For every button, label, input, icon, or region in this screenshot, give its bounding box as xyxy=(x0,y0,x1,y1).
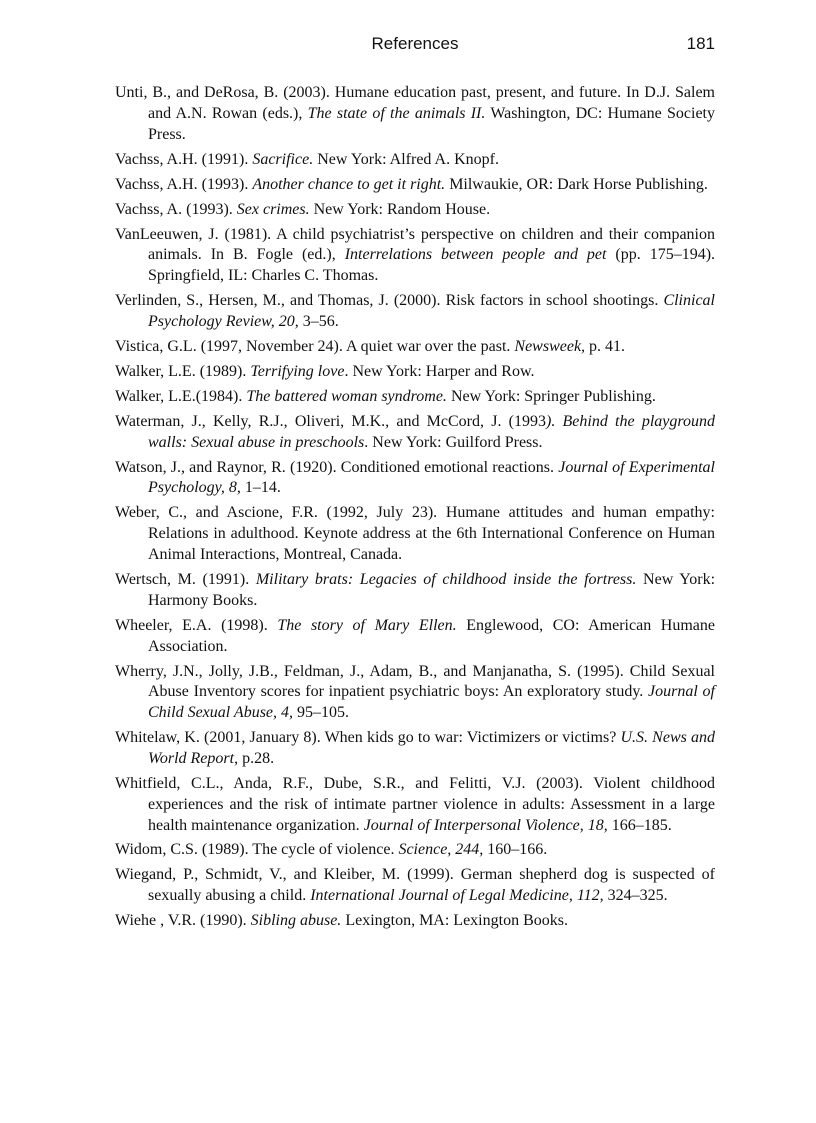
running-title: References xyxy=(371,34,459,53)
reference-entry: Walker, L.E.(1984). The battered woman syndrome. New York: Springer Publishing. xyxy=(115,387,656,405)
reference-entry: Vachss, A.H. (1991). Sacrifice. New York: Alfred A. Knopf. xyxy=(115,150,499,168)
reference-entry: Unti, B., and DeRosa, B. (2003). Humane education past, present, and future. In D.J. Salem and A.N. Rowan (eds.), The state of the animals II. Washington, DC: Humane Society Press. xyxy=(115,84,715,143)
reference-entry: Whitfield, C.L., Anda, R.F., Dube, S.R., and Felitti, V.J. (2003). Violent childhood experiences and the risk of intimate partner violence in adults: Assessment in a large health maintenance organization. Journal of Interpersonal Violence, 18, 166–185. xyxy=(115,774,715,834)
reference-entry: VanLeeuwen, J. (1981). A child psychiatrist’s perspective on children and their companion animals. In B. Fogle (ed.), Interrelations between people and pet (pp. 175–194). Springfield, IL: Charles C. Thomas. xyxy=(115,225,716,285)
reference-entry: Weber, C., and Ascione, F.R. (1992, July 23). Humane attitudes and human empathy: Relations in adulthood. Keynote address at the 6th International Conference on Human Animal Interactions, Montreal, Canada. xyxy=(115,504,715,563)
reference-entry: Verlinden, S., Hersen, M., and Thomas, J. (2000). Risk factors in school shootings. Clinical Psychology Review, 20, 3–56. xyxy=(115,292,715,330)
reference-entry: Wiehe , V.R. (1990). Sibling abuse. Lexington, MA: Lexington Books. xyxy=(115,912,568,930)
running-header xyxy=(115,34,715,58)
reference-entry: Walker, L.E. (1989). Terrifying love. New York: Harper and Row. xyxy=(115,362,535,380)
reference-entry: Widom, C.S. (1989). The cycle of violence. Science, 244, 160–166. xyxy=(115,841,548,859)
page-number: 181 xyxy=(686,34,715,53)
reference-entry: Wiegand, P., Schmidt, V., and Kleiber, M. (1999). German shepherd dog is suspected of sexually abusing a child. International Journal of Legal Medicine, 112, 324–325. xyxy=(115,866,715,905)
reference-entry: Wherry, J.N., Jolly, J.B., Feldman, J., Adam, B., and Manjanatha, S. (1995). Child Sexual Abuse Inventory scores for inpatient psychiatric boys: An exploratory study. Journal of Child Sexual Abuse, 4, 95–105. xyxy=(115,662,716,722)
reference-entry: Vachss, A. (1993). Sex crimes. New York: Random House. xyxy=(115,200,491,218)
reference-entry: Wertsch, M. (1991). Military brats: Legacies of childhood inside the fortress. New York: Harmony Books. xyxy=(115,570,716,609)
reference-entry: Waterman, J., Kelly, R.J., Oliveri, M.K., and McCord, J. (1993). Behind the playground walls: Sexual abuse in preschools. New York: Guilford Press. xyxy=(115,412,716,451)
reference-list xyxy=(115,83,715,936)
reference-entry: Vistica, G.L. (1997, November 24). A quiet war over the past. Newsweek, p. 41. xyxy=(115,337,626,355)
reference-entry: Vachss, A.H. (1993). Another chance to get it right. Milwaukie, OR: Dark Horse Publishing. xyxy=(115,175,708,193)
reference-entry: Whitelaw, K. (2001, January 8). When kids go to war: Victimizers or victims? U.S. News and World Report, p.28. xyxy=(115,729,715,767)
reference-entry: Wheeler, E.A. (1998). The story of Mary Ellen. Englewood, CO: American Humane Association. xyxy=(115,616,716,655)
reference-entry: Watson, J., and Raynor, R. (1920). Conditioned emotional reactions. Journal of Experimental Psychology, 8, 1–14. xyxy=(115,458,715,497)
